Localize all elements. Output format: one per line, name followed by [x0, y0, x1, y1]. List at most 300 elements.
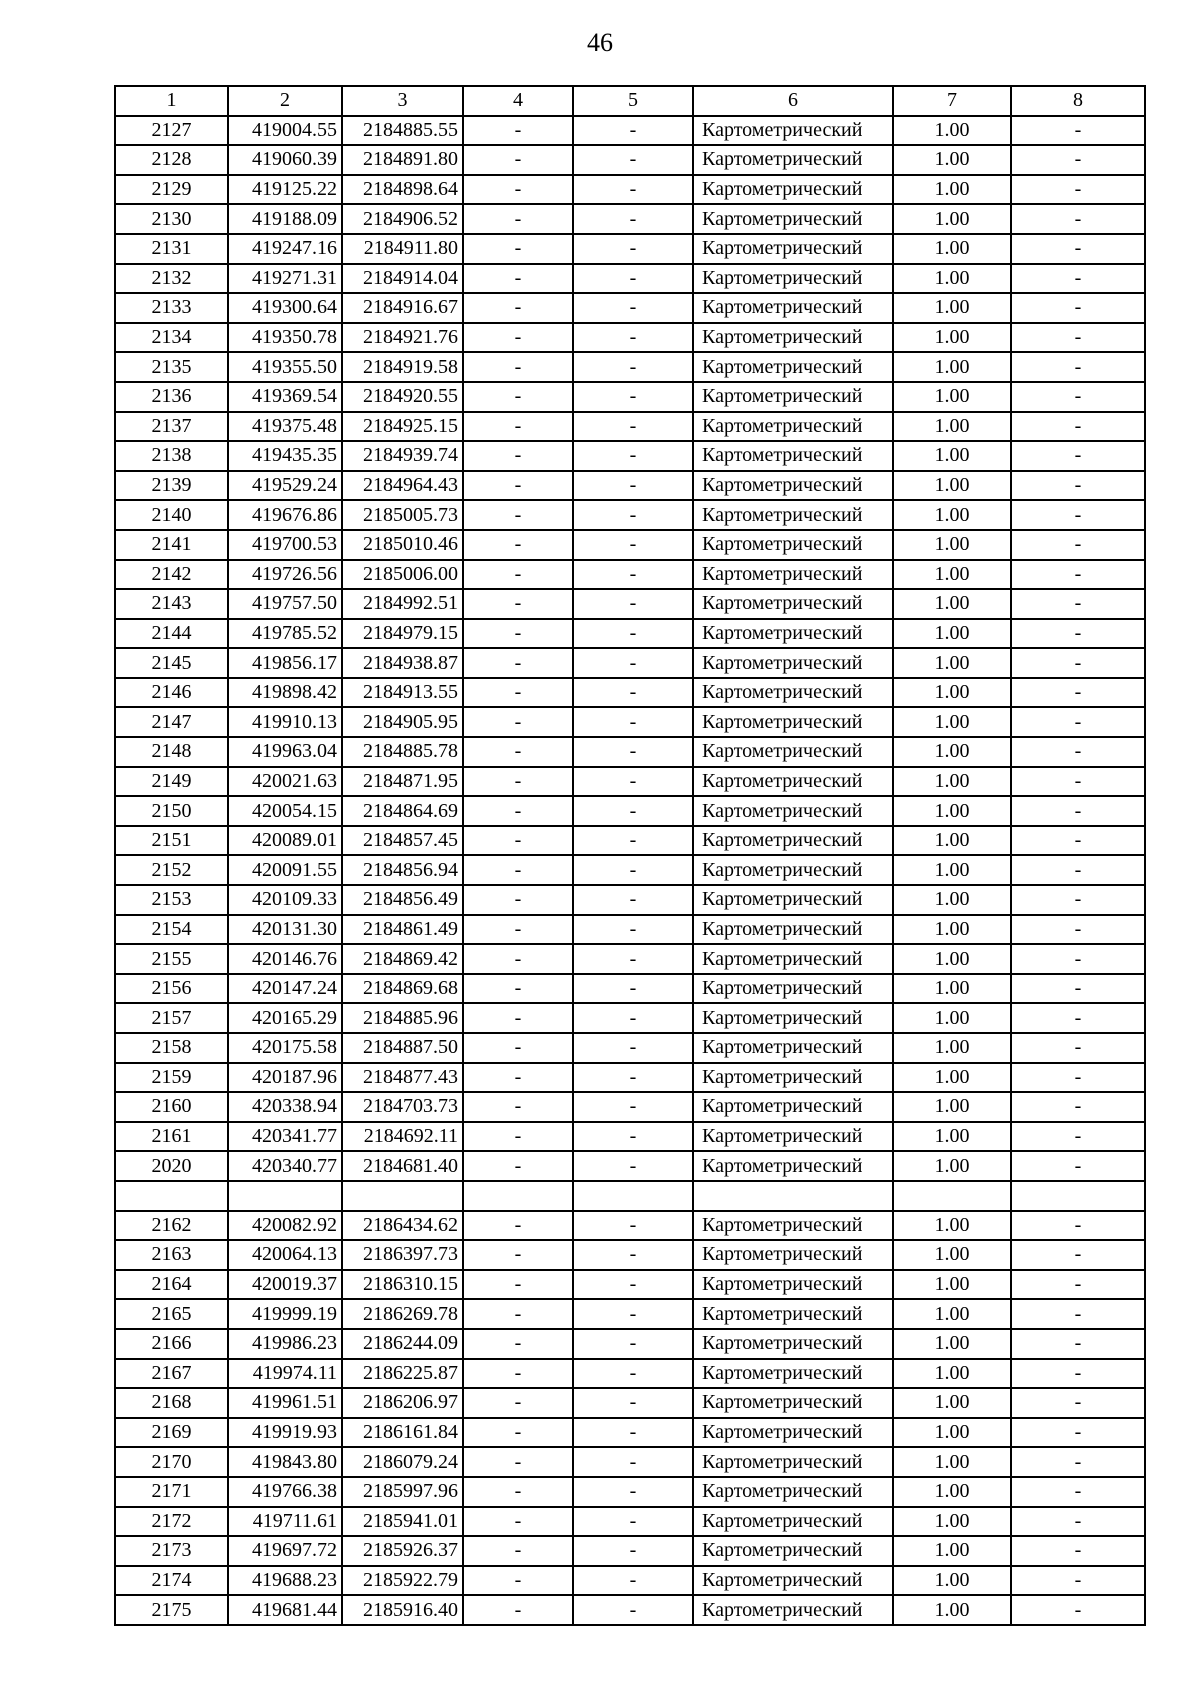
point-number-cell: 2144 [115, 619, 228, 649]
x-coordinate-cell: 419999.19 [228, 1299, 342, 1329]
column-header: 1 [115, 86, 228, 116]
col5-cell: - [573, 293, 693, 323]
col4-cell: - [463, 1447, 573, 1477]
accuracy-cell: 1.00 [893, 1388, 1011, 1418]
col8-cell: - [1011, 204, 1145, 234]
method-cell: Картометрический [693, 1595, 893, 1625]
method-cell: Картометрический [693, 234, 893, 264]
table-row [115, 885, 1145, 915]
col5-cell: - [573, 885, 693, 915]
y-coordinate-cell: 2184856.94 [342, 855, 463, 885]
accuracy-cell: 1.00 [893, 175, 1011, 205]
table-row [115, 796, 1145, 826]
point-number-cell: 2154 [115, 915, 228, 945]
point-number-cell: 2139 [115, 471, 228, 501]
accuracy-cell: 1.00 [893, 707, 1011, 737]
method-cell: Картометрический [693, 1388, 893, 1418]
method-cell: Картометрический [693, 530, 893, 560]
col5-cell: - [573, 1092, 693, 1122]
y-coordinate-cell: 2185926.37 [342, 1536, 463, 1566]
point-number-cell: 2163 [115, 1240, 228, 1270]
col5-cell: - [573, 1240, 693, 1270]
col5-cell [573, 1181, 693, 1211]
table-row [115, 707, 1145, 737]
accuracy-cell: 1.00 [893, 1092, 1011, 1122]
method-cell: Картометрический [693, 619, 893, 649]
col8-cell: - [1011, 234, 1145, 264]
col4-cell: - [463, 234, 573, 264]
accuracy-cell: 1.00 [893, 648, 1011, 678]
y-coordinate-cell: 2184877.43 [342, 1063, 463, 1093]
y-coordinate-cell: 2184861.49 [342, 915, 463, 945]
table-row [115, 1181, 1145, 1211]
point-number-cell: 2166 [115, 1329, 228, 1359]
point-number-cell: 2153 [115, 885, 228, 915]
table-body [115, 116, 1145, 1625]
method-cell: Картометрический [693, 1063, 893, 1093]
col8-cell: - [1011, 1122, 1145, 1152]
col4-cell: - [463, 1359, 573, 1389]
y-coordinate-cell: 2186269.78 [342, 1299, 463, 1329]
y-coordinate-cell: 2185916.40 [342, 1595, 463, 1625]
col8-cell: - [1011, 1151, 1145, 1181]
table-row [115, 678, 1145, 708]
point-number-cell: 2167 [115, 1359, 228, 1389]
table-row [115, 1418, 1145, 1448]
y-coordinate-cell: 2184992.51 [342, 589, 463, 619]
x-coordinate-cell: 419856.17 [228, 648, 342, 678]
y-coordinate-cell: 2184856.49 [342, 885, 463, 915]
column-header: 6 [693, 86, 893, 116]
col8-cell: - [1011, 648, 1145, 678]
col4-cell: - [463, 145, 573, 175]
accuracy-cell: 1.00 [893, 796, 1011, 826]
point-number-cell: 2152 [115, 855, 228, 885]
table-row [115, 826, 1145, 856]
table-row [115, 1092, 1145, 1122]
col8-cell: - [1011, 175, 1145, 205]
col5-cell: - [573, 1566, 693, 1596]
y-coordinate-cell: 2186434.62 [342, 1211, 463, 1241]
col8-cell: - [1011, 1211, 1145, 1241]
y-coordinate-cell: 2184885.55 [342, 116, 463, 146]
col4-cell: - [463, 1033, 573, 1063]
table-row [115, 234, 1145, 264]
col4-cell: - [463, 1388, 573, 1418]
table-row [115, 737, 1145, 767]
col5-cell: - [573, 1507, 693, 1537]
accuracy-cell: 1.00 [893, 974, 1011, 1004]
column-header: 2 [228, 86, 342, 116]
method-cell: Картометрический [693, 767, 893, 797]
x-coordinate-cell: 419910.13 [228, 707, 342, 737]
method-cell: Картометрический [693, 175, 893, 205]
method-cell: Картометрический [693, 1477, 893, 1507]
table-row [115, 974, 1145, 1004]
accuracy-cell: 1.00 [893, 1211, 1011, 1241]
y-coordinate-cell: 2185010.46 [342, 530, 463, 560]
y-coordinate-cell: 2184885.78 [342, 737, 463, 767]
accuracy-cell: 1.00 [893, 1447, 1011, 1477]
accuracy-cell: 1.00 [893, 382, 1011, 412]
x-coordinate-cell: 420089.01 [228, 826, 342, 856]
point-number-cell: 2149 [115, 767, 228, 797]
point-number-cell: 2020 [115, 1151, 228, 1181]
method-cell [693, 1181, 893, 1211]
table-row [115, 560, 1145, 590]
accuracy-cell: 1.00 [893, 1122, 1011, 1152]
y-coordinate-cell: 2184911.80 [342, 234, 463, 264]
point-number-cell: 2130 [115, 204, 228, 234]
x-coordinate-cell: 420147.24 [228, 974, 342, 1004]
x-coordinate-cell: 419529.24 [228, 471, 342, 501]
col5-cell: - [573, 264, 693, 294]
col5-cell: - [573, 175, 693, 205]
coordinates-table [114, 85, 1146, 1626]
x-coordinate-cell: 419963.04 [228, 737, 342, 767]
table-row [115, 500, 1145, 530]
col5-cell: - [573, 1211, 693, 1241]
accuracy-cell: 1.00 [893, 826, 1011, 856]
col8-cell: - [1011, 1329, 1145, 1359]
col5-cell: - [573, 1003, 693, 1033]
accuracy-cell: 1.00 [893, 767, 1011, 797]
col8-cell: - [1011, 1299, 1145, 1329]
x-coordinate-cell: 420340.77 [228, 1151, 342, 1181]
col4-cell: - [463, 915, 573, 945]
point-number-cell: 2133 [115, 293, 228, 323]
col5-cell: - [573, 1359, 693, 1389]
y-coordinate-cell: 2184869.42 [342, 944, 463, 974]
y-coordinate-cell: 2184871.95 [342, 767, 463, 797]
page-number: 46 [587, 28, 613, 57]
point-number-cell: 2132 [115, 264, 228, 294]
table-row [115, 471, 1145, 501]
col5-cell: - [573, 471, 693, 501]
x-coordinate-cell: 419757.50 [228, 589, 342, 619]
col4-cell: - [463, 293, 573, 323]
x-coordinate-cell: 420054.15 [228, 796, 342, 826]
accuracy-cell: 1.00 [893, 1595, 1011, 1625]
table-header-row [115, 86, 1145, 116]
col4-cell: - [463, 944, 573, 974]
method-cell: Картометрический [693, 204, 893, 234]
col5-cell: - [573, 767, 693, 797]
x-coordinate-cell: 420187.96 [228, 1063, 342, 1093]
col5-cell: - [573, 1388, 693, 1418]
col4-cell: - [463, 648, 573, 678]
accuracy-cell: 1.00 [893, 116, 1011, 146]
method-cell: Картометрический [693, 1003, 893, 1033]
method-cell: Картометрический [693, 323, 893, 353]
table-row [115, 352, 1145, 382]
point-number-cell: 2174 [115, 1566, 228, 1596]
method-cell: Картометрический [693, 944, 893, 974]
col5-cell: - [573, 1329, 693, 1359]
accuracy-cell: 1.00 [893, 204, 1011, 234]
x-coordinate-cell: 419785.52 [228, 619, 342, 649]
column-header: 7 [893, 86, 1011, 116]
col4-cell: - [463, 1092, 573, 1122]
table-row [115, 264, 1145, 294]
x-coordinate-cell: 419681.44 [228, 1595, 342, 1625]
accuracy-cell: 1.00 [893, 678, 1011, 708]
x-coordinate-cell: 419711.61 [228, 1507, 342, 1537]
table-row [115, 412, 1145, 442]
col8-cell: - [1011, 619, 1145, 649]
table-row [115, 1359, 1145, 1389]
table-row [115, 1122, 1145, 1152]
point-number-cell: 2150 [115, 796, 228, 826]
col5-cell: - [573, 500, 693, 530]
x-coordinate-cell: 419843.80 [228, 1447, 342, 1477]
y-coordinate-cell: 2184921.76 [342, 323, 463, 353]
x-coordinate-cell: 419125.22 [228, 175, 342, 205]
accuracy-cell: 1.00 [893, 560, 1011, 590]
col5-cell: - [573, 648, 693, 678]
point-number-cell: 2160 [115, 1092, 228, 1122]
accuracy-cell: 1.00 [893, 264, 1011, 294]
y-coordinate-cell: 2184906.52 [342, 204, 463, 234]
x-coordinate-cell: 420091.55 [228, 855, 342, 885]
method-cell: Картометрический [693, 264, 893, 294]
point-number-cell: 2145 [115, 648, 228, 678]
accuracy-cell: 1.00 [893, 1151, 1011, 1181]
col8-cell: - [1011, 974, 1145, 1004]
col8-cell: - [1011, 1033, 1145, 1063]
table-row [115, 619, 1145, 649]
accuracy-cell: 1.00 [893, 1299, 1011, 1329]
col4-cell: - [463, 175, 573, 205]
col4-cell: - [463, 1063, 573, 1093]
x-coordinate-cell: 420082.92 [228, 1211, 342, 1241]
col5-cell: - [573, 826, 693, 856]
y-coordinate-cell: 2184919.58 [342, 352, 463, 382]
col4-cell: - [463, 1122, 573, 1152]
col8-cell: - [1011, 1388, 1145, 1418]
col5-cell: - [573, 352, 693, 382]
accuracy-cell: 1.00 [893, 530, 1011, 560]
point-number-cell: 2173 [115, 1536, 228, 1566]
table-row [115, 145, 1145, 175]
col5-cell: - [573, 1418, 693, 1448]
x-coordinate-cell: 420131.30 [228, 915, 342, 945]
y-coordinate-cell: 2184891.80 [342, 145, 463, 175]
col5-cell: - [573, 737, 693, 767]
method-cell: Картометрический [693, 1299, 893, 1329]
column-header: 4 [463, 86, 573, 116]
point-number-cell: 2172 [115, 1507, 228, 1537]
x-coordinate-cell: 419700.53 [228, 530, 342, 560]
table-row [115, 530, 1145, 560]
col4-cell: - [463, 116, 573, 146]
method-cell: Картометрический [693, 1329, 893, 1359]
x-coordinate-cell: 419369.54 [228, 382, 342, 412]
method-cell: Картометрический [693, 1122, 893, 1152]
point-number-cell: 2134 [115, 323, 228, 353]
y-coordinate-cell: 2184914.04 [342, 264, 463, 294]
col5-cell: - [573, 619, 693, 649]
col4-cell: - [463, 1507, 573, 1537]
col4-cell: - [463, 855, 573, 885]
method-cell: Картометрический [693, 1566, 893, 1596]
method-cell: Картометрический [693, 1507, 893, 1537]
col4-cell: - [463, 560, 573, 590]
col5-cell: - [573, 1122, 693, 1152]
y-coordinate-cell: 2185922.79 [342, 1566, 463, 1596]
method-cell: Картометрический [693, 1033, 893, 1063]
col5-cell: - [573, 116, 693, 146]
method-cell: Картометрический [693, 707, 893, 737]
table-row [115, 175, 1145, 205]
col5-cell: - [573, 1270, 693, 1300]
col5-cell: - [573, 530, 693, 560]
table-row [115, 1270, 1145, 1300]
col4-cell: - [463, 1477, 573, 1507]
accuracy-cell: 1.00 [893, 145, 1011, 175]
accuracy-cell: 1.00 [893, 1566, 1011, 1596]
accuracy-cell: 1.00 [893, 352, 1011, 382]
col5-cell: - [573, 1595, 693, 1625]
col8-cell: - [1011, 412, 1145, 442]
col4-cell: - [463, 500, 573, 530]
x-coordinate-cell: 419350.78 [228, 323, 342, 353]
point-number-cell: 2155 [115, 944, 228, 974]
point-number-cell: 2161 [115, 1122, 228, 1152]
y-coordinate-cell: 2185005.73 [342, 500, 463, 530]
point-number-cell: 2169 [115, 1418, 228, 1448]
col4-cell: - [463, 974, 573, 1004]
point-number-cell: 2138 [115, 441, 228, 471]
accuracy-cell: 1.00 [893, 589, 1011, 619]
col5-cell: - [573, 796, 693, 826]
col4-cell: - [463, 1240, 573, 1270]
col8-cell: - [1011, 441, 1145, 471]
table-row [115, 1566, 1145, 1596]
y-coordinate-cell: 2184979.15 [342, 619, 463, 649]
col8-cell: - [1011, 1359, 1145, 1389]
col5-cell: - [573, 382, 693, 412]
x-coordinate-cell: 419919.93 [228, 1418, 342, 1448]
point-number-cell: 2146 [115, 678, 228, 708]
col5-cell: - [573, 145, 693, 175]
col4-cell: - [463, 1329, 573, 1359]
y-coordinate-cell: 2185941.01 [342, 1507, 463, 1537]
y-coordinate-cell: 2185006.00 [342, 560, 463, 590]
point-number-cell: 2136 [115, 382, 228, 412]
method-cell: Картометрический [693, 589, 893, 619]
accuracy-cell: 1.00 [893, 855, 1011, 885]
y-coordinate-cell: 2186225.87 [342, 1359, 463, 1389]
col5-cell: - [573, 1063, 693, 1093]
col8-cell: - [1011, 500, 1145, 530]
method-cell: Картометрический [693, 1211, 893, 1241]
col8-cell: - [1011, 1003, 1145, 1033]
method-cell: Картометрический [693, 1270, 893, 1300]
x-coordinate-cell: 419271.31 [228, 264, 342, 294]
col8-cell [1011, 1181, 1145, 1211]
method-cell: Картометрический [693, 974, 893, 1004]
point-number-cell: 2158 [115, 1033, 228, 1063]
col8-cell: - [1011, 1092, 1145, 1122]
col4-cell [463, 1181, 573, 1211]
x-coordinate-cell: 420341.77 [228, 1122, 342, 1152]
point-number-cell: 2141 [115, 530, 228, 560]
col5-cell: - [573, 1477, 693, 1507]
col8-cell: - [1011, 796, 1145, 826]
col5-cell: - [573, 1536, 693, 1566]
col4-cell: - [463, 707, 573, 737]
x-coordinate-cell: 419247.16 [228, 234, 342, 264]
accuracy-cell: 1.00 [893, 1477, 1011, 1507]
y-coordinate-cell: 2184916.67 [342, 293, 463, 323]
col8-cell: - [1011, 678, 1145, 708]
table-row [115, 1507, 1145, 1537]
method-cell: Картометрический [693, 382, 893, 412]
table-row [115, 1033, 1145, 1063]
point-number-cell: 2143 [115, 589, 228, 619]
accuracy-cell: 1.00 [893, 1536, 1011, 1566]
point-number-cell: 2140 [115, 500, 228, 530]
col4-cell: - [463, 767, 573, 797]
table-row [115, 204, 1145, 234]
point-number-cell: 2135 [115, 352, 228, 382]
x-coordinate-cell: 419355.50 [228, 352, 342, 382]
y-coordinate-cell: 2186244.09 [342, 1329, 463, 1359]
y-coordinate-cell: 2184869.68 [342, 974, 463, 1004]
x-coordinate-cell: 419974.11 [228, 1359, 342, 1389]
y-coordinate-cell: 2184857.45 [342, 826, 463, 856]
point-number-cell: 2171 [115, 1477, 228, 1507]
x-coordinate-cell: 420064.13 [228, 1240, 342, 1270]
x-coordinate-cell: 419961.51 [228, 1388, 342, 1418]
col8-cell: - [1011, 826, 1145, 856]
x-coordinate-cell: 419766.38 [228, 1477, 342, 1507]
method-cell: Картометрический [693, 826, 893, 856]
accuracy-cell: 1.00 [893, 1329, 1011, 1359]
point-number-cell: 2127 [115, 116, 228, 146]
method-cell: Картометрический [693, 500, 893, 530]
col8-cell: - [1011, 560, 1145, 590]
col8-cell: - [1011, 855, 1145, 885]
accuracy-cell: 1.00 [893, 1507, 1011, 1537]
table-row [115, 1447, 1145, 1477]
method-cell: Картометрический [693, 1536, 893, 1566]
col4-cell: - [463, 471, 573, 501]
accuracy-cell: 1.00 [893, 293, 1011, 323]
method-cell: Картометрический [693, 855, 893, 885]
col8-cell: - [1011, 1507, 1145, 1537]
accuracy-cell: 1.00 [893, 1240, 1011, 1270]
col4-cell: - [463, 382, 573, 412]
accuracy-cell [893, 1181, 1011, 1211]
method-cell: Картометрический [693, 441, 893, 471]
accuracy-cell: 1.00 [893, 441, 1011, 471]
col8-cell: - [1011, 264, 1145, 294]
col5-cell: - [573, 323, 693, 353]
y-coordinate-cell: 2186310.15 [342, 1270, 463, 1300]
y-coordinate-cell: 2184939.74 [342, 441, 463, 471]
method-cell: Картометрический [693, 1418, 893, 1448]
col8-cell: - [1011, 1418, 1145, 1448]
accuracy-cell: 1.00 [893, 885, 1011, 915]
y-coordinate-cell: 2184681.40 [342, 1151, 463, 1181]
point-number-cell: 2156 [115, 974, 228, 1004]
method-cell: Картометрический [693, 1092, 893, 1122]
method-cell: Картометрический [693, 915, 893, 945]
method-cell: Картометрический [693, 1359, 893, 1389]
table-row [115, 116, 1145, 146]
